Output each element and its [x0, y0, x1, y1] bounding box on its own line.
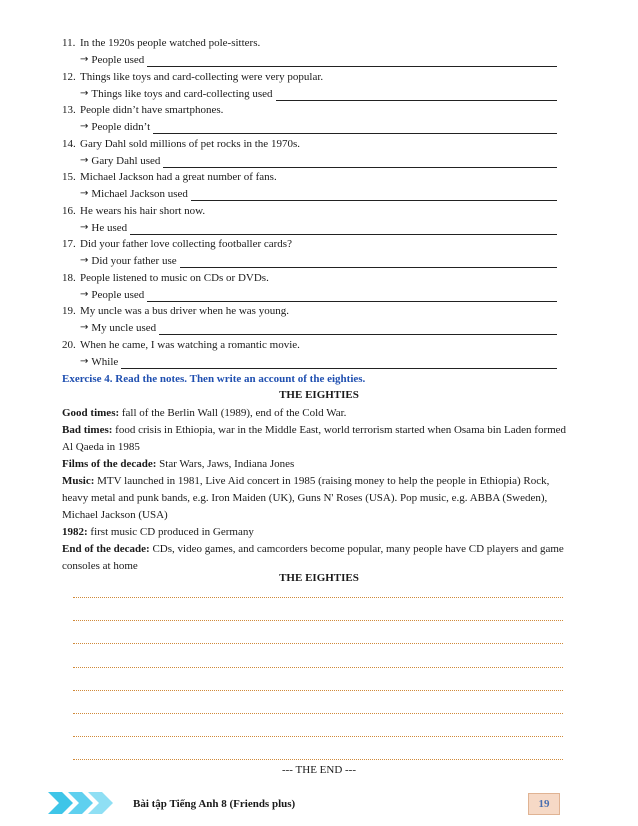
item-number: 12.	[62, 70, 76, 83]
note-films	[62, 456, 578, 473]
question-text: In the 1920s people watched pole-sitters.	[80, 37, 261, 49]
answer-blank[interactable]	[191, 189, 557, 201]
right-arrow-icon: →	[80, 288, 89, 300]
question	[62, 304, 289, 319]
answer-blank[interactable]	[147, 55, 557, 67]
note-text: Star Wars, Jaws, Indiana Jones	[156, 458, 295, 470]
question	[62, 237, 292, 252]
question	[62, 103, 223, 118]
book-title: Bài tập Tiếng Anh 8 (Friends plus)	[133, 798, 296, 810]
question	[62, 137, 300, 152]
answer-row	[80, 53, 557, 67]
right-arrow-icon: →	[80, 188, 89, 199]
question-text: People didn’t have smartphones.	[80, 104, 224, 116]
exercise-item	[62, 70, 557, 104]
answer-dotted-line[interactable]	[73, 679, 563, 691]
question	[62, 170, 277, 185]
answer-blank[interactable]	[180, 256, 557, 268]
answer-prompt: Gary Dahl used	[91, 154, 161, 167]
answer-blank[interactable]	[159, 323, 557, 335]
note-text: CDs, video games, and camcorders become popular, many people have CD players and game consoles at home	[62, 543, 564, 572]
answer-row	[80, 154, 557, 168]
exercise-item	[62, 271, 557, 305]
answer-blank[interactable]	[130, 223, 557, 235]
answer-prompt: People didn’t	[91, 121, 151, 133]
question-text: Did your father love collecting footballer cards?	[80, 238, 292, 250]
item-number: 15.	[62, 171, 76, 183]
exercise-item	[62, 103, 557, 137]
exercise-item	[62, 237, 557, 271]
answer-dotted-line[interactable]	[73, 632, 563, 644]
question-text: People listened to music on CDs or DVDs.	[80, 271, 269, 284]
right-arrow-icon: →	[80, 255, 89, 266]
answer-prompt: Did your father use	[91, 255, 177, 267]
notes-title: THE EIGHTIES	[279, 389, 359, 401]
question	[62, 271, 269, 286]
note-text: food crisis in Ethiopia, war in the Middle East, world terrorism started when Osama bin Laden formed Al Qaeda in 1985	[62, 424, 567, 453]
right-arrow-icon: →	[80, 322, 89, 333]
chevron-arrows-icon	[48, 792, 118, 814]
exercise-item	[62, 204, 557, 238]
item-number: 16.	[62, 204, 76, 217]
exercise-item	[62, 338, 557, 372]
answer-dotted-line[interactable]	[73, 725, 563, 737]
answer-blank[interactable]	[147, 290, 557, 302]
answer-row	[80, 187, 557, 201]
answer-row	[80, 120, 557, 134]
answer-row	[80, 288, 557, 302]
note-label: Music:	[62, 475, 95, 487]
question-text: When he came, I was watching a romantic movie.	[80, 338, 300, 351]
question	[62, 70, 323, 85]
answer-lines	[73, 586, 563, 772]
question	[62, 204, 205, 219]
answer-row	[80, 87, 557, 101]
right-arrow-icon: →	[80, 154, 89, 166]
answer-dotted-line[interactable]	[73, 656, 563, 668]
answer-prompt: Michael Jackson used	[91, 188, 188, 200]
answer-prompt: My uncle used	[91, 322, 157, 334]
page-number: 19	[528, 793, 560, 815]
answer-dotted-line[interactable]	[73, 748, 563, 760]
the-end-text: --- THE END ---	[281, 764, 357, 776]
notes	[62, 405, 578, 575]
exercise-items	[62, 36, 557, 371]
answer-row	[80, 321, 557, 335]
answer-title: THE EIGHTIES	[279, 572, 359, 584]
exercise-item	[62, 36, 557, 70]
answer-dotted-line[interactable]	[73, 702, 563, 714]
right-arrow-icon: →	[80, 221, 89, 233]
exercise-4-title: Exercise 4. Read the notes. Then write an account of the eighties.	[62, 373, 366, 385]
question-text: Michael Jackson had a great number of fans.	[80, 171, 277, 183]
note-label: End of the decade:	[62, 543, 150, 555]
exercise-item	[62, 304, 557, 338]
page-footer	[0, 790, 638, 818]
answer-blank[interactable]	[121, 357, 557, 369]
answer-blank[interactable]	[276, 89, 557, 101]
note-text: fall of the Berlin Wall (1989), end of the Cold War.	[119, 407, 347, 419]
item-number: 20.	[62, 338, 76, 351]
note-music	[62, 473, 578, 524]
answer-prompt: While	[91, 355, 119, 368]
right-arrow-icon: →	[80, 355, 89, 367]
item-number: 13.	[62, 104, 76, 116]
question-text: My uncle was a bus driver when he was young.	[80, 305, 289, 317]
note-end-of-decade	[62, 541, 578, 575]
answer-row	[80, 221, 557, 235]
question	[62, 338, 300, 353]
question-text: Things like toys and card-collecting were very popular.	[80, 70, 324, 83]
question	[62, 36, 260, 51]
item-number: 19.	[62, 305, 76, 317]
note-text: first music CD produced in Germany	[87, 526, 254, 538]
note-label: 1982:	[62, 526, 88, 538]
answer-blank[interactable]	[163, 156, 557, 168]
note-good-times	[62, 405, 578, 422]
answer-dotted-line[interactable]	[73, 586, 563, 598]
answer-prompt: People used	[91, 288, 145, 301]
right-arrow-icon: →	[80, 87, 89, 99]
exercise-item	[62, 170, 557, 204]
answer-dotted-line[interactable]	[73, 609, 563, 621]
note-1982	[62, 524, 578, 541]
item-number: 17.	[62, 238, 76, 250]
exercise-item	[62, 137, 557, 171]
note-label: Good times:	[62, 407, 120, 419]
answer-prompt: People used	[91, 54, 145, 66]
answer-row	[80, 355, 557, 369]
note-label: Films of the decade:	[62, 458, 157, 470]
answer-row	[80, 254, 557, 268]
item-number: 18.	[62, 271, 76, 284]
answer-prompt: He used	[91, 221, 128, 234]
note-text: MTV launched in 1981, Live Aid concert in 1985 (raising money to help the people in Ethiopia) Rock, heavy metal and punk bands, e.g. Iron Maiden (UK), Guns N' Roses (USA). Pop music, e.g. ABBA (Sweden), Michael Jackson (USA)	[62, 475, 550, 521]
answer-blank[interactable]	[153, 122, 557, 134]
question-text: Gary Dahl sold millions of pet rocks in the 1970s.	[80, 137, 300, 150]
right-arrow-icon: →	[80, 121, 89, 132]
right-arrow-icon: →	[80, 54, 89, 65]
item-number: 14.	[62, 137, 76, 150]
note-bad-times	[62, 422, 578, 456]
question-text: He wears his hair short now.	[80, 204, 206, 217]
answer-prompt: Things like toys and card-collecting used	[91, 87, 273, 100]
item-number: 11.	[62, 37, 76, 49]
note-label: Bad times:	[62, 424, 113, 436]
